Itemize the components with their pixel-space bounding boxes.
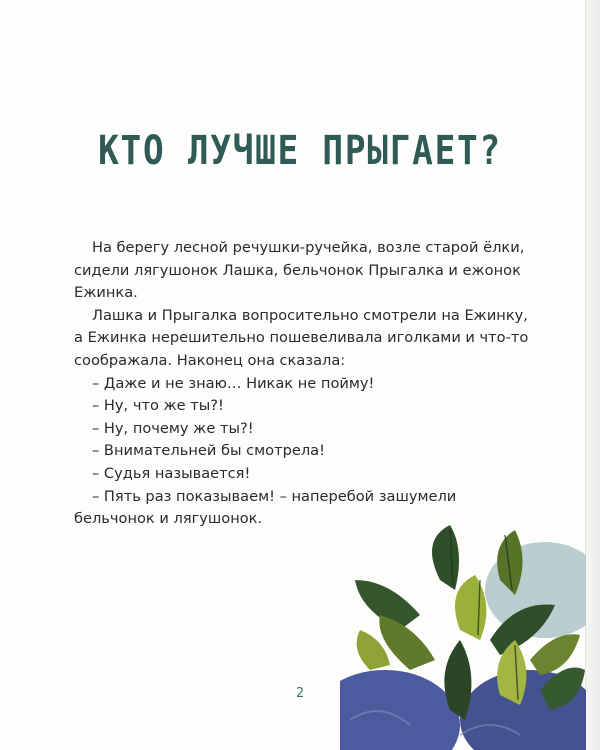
paragraph: На берегу лесной речушки-ручейка, возле старой ёлки, сидели лягушонок Лашка, бельчонок Прыгалка и ежонок Ежинка. <box>74 239 525 302</box>
page-number: 2 <box>296 686 304 701</box>
page-edge <box>585 0 600 750</box>
dialogue-line: – Судья называется! <box>92 464 251 482</box>
dialogue-line: – Даже и не знаю… Никак не пойму! <box>92 374 375 392</box>
dialogue-line: – Внимательней бы смотрела! <box>92 442 325 460</box>
dialogue-line: – Ну, почему же ты?! <box>92 419 254 437</box>
dialogue-line: – Ну, что же ты?! <box>92 397 224 415</box>
page-title: КТО ЛУЧШЕ ПРЫГАЕТ? <box>98 128 502 174</box>
dialogue-line: – Пять раз показываем! – наперебой зашумели бельчонок и лягушонок. <box>74 487 457 528</box>
story-text <box>74 237 539 531</box>
leaves-and-stones-illustration <box>340 520 586 750</box>
stone-blue-left <box>340 670 460 750</box>
leaf-light <box>455 575 486 640</box>
leaf-dark <box>432 525 459 590</box>
paragraph: Лашка и Прыгалка вопросительно смотрели на Ежинку, а Ежинка нерешительно пошевеливала иголками и что-то соображала. Наконец она сказала: <box>74 306 529 369</box>
